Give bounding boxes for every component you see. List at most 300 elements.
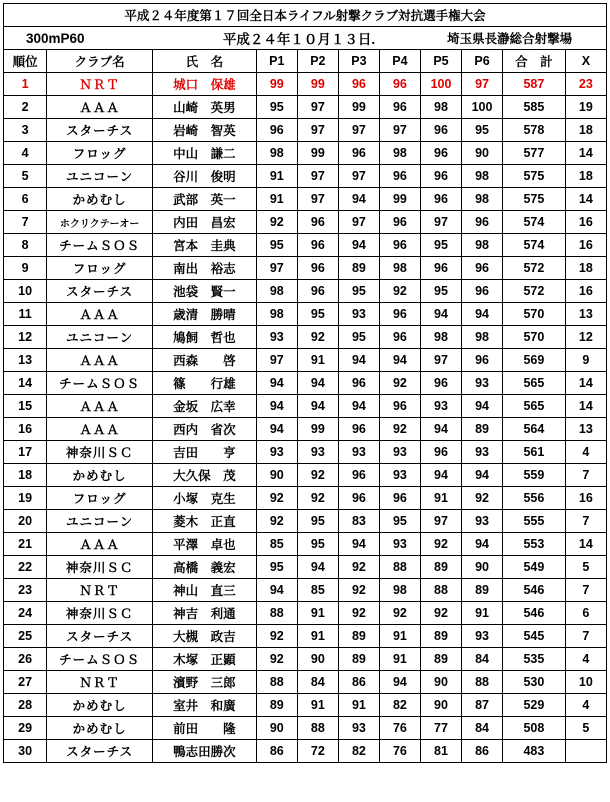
cell-p3: 92 bbox=[338, 579, 379, 602]
cell-p2: 99 bbox=[297, 418, 338, 441]
cell-p6: 84 bbox=[462, 717, 503, 740]
cell-p4: 82 bbox=[379, 694, 420, 717]
cell-rank: 29 bbox=[4, 717, 47, 740]
cell-p4: 92 bbox=[379, 372, 420, 395]
cell-name: 池袋 賢一 bbox=[153, 280, 257, 303]
table-row bbox=[4, 464, 607, 487]
header-p3: P3 bbox=[338, 50, 379, 73]
table-row bbox=[4, 142, 607, 165]
cell-name: 篠 行雄 bbox=[153, 372, 257, 395]
cell-club: ユニコーン bbox=[47, 326, 153, 349]
cell-p2: 96 bbox=[297, 280, 338, 303]
cell-p2: 85 bbox=[297, 579, 338, 602]
cell-x: 14 bbox=[565, 372, 606, 395]
table-row bbox=[4, 73, 607, 96]
cell-p3: 86 bbox=[338, 671, 379, 694]
cell-x: 7 bbox=[565, 510, 606, 533]
cell-p5: 94 bbox=[420, 418, 461, 441]
cell-p6: 98 bbox=[462, 165, 503, 188]
cell-rank: 28 bbox=[4, 694, 47, 717]
cell-club: スターチス bbox=[47, 625, 153, 648]
cell-p2: 95 bbox=[297, 303, 338, 326]
cell-p5: 90 bbox=[420, 671, 461, 694]
cell-club: かめむし bbox=[47, 717, 153, 740]
cell-rank: 12 bbox=[4, 326, 47, 349]
cell-p2: 97 bbox=[297, 188, 338, 211]
cell-p6: 95 bbox=[462, 119, 503, 142]
title-row bbox=[4, 4, 607, 27]
cell-club: ホクリクテーオー bbox=[47, 211, 153, 234]
cell-p1: 92 bbox=[256, 211, 297, 234]
cell-club: かめむし bbox=[47, 464, 153, 487]
cell-club: チームＳＯＳ bbox=[47, 234, 153, 257]
cell-p1: 99 bbox=[256, 73, 297, 96]
cell-rank: 10 bbox=[4, 280, 47, 303]
cell-x: 7 bbox=[565, 579, 606, 602]
cell-p2: 99 bbox=[297, 142, 338, 165]
cell-total: 577 bbox=[503, 142, 566, 165]
cell-p4: 93 bbox=[379, 464, 420, 487]
cell-p1: 88 bbox=[256, 671, 297, 694]
event-date: 平成２４年１０月１３日. bbox=[222, 32, 376, 47]
table-row bbox=[4, 188, 607, 211]
cell-p6: 96 bbox=[462, 349, 503, 372]
cell-p3: 97 bbox=[338, 165, 379, 188]
cell-club: かめむし bbox=[47, 694, 153, 717]
cell-total: 559 bbox=[503, 464, 566, 487]
cell-p4: 96 bbox=[379, 395, 420, 418]
cell-name: 前田 隆 bbox=[153, 717, 257, 740]
cell-total: 535 bbox=[503, 648, 566, 671]
cell-club: ＮＲＴ bbox=[47, 73, 153, 96]
cell-x: 10 bbox=[565, 671, 606, 694]
cell-rank: 5 bbox=[4, 165, 47, 188]
cell-p2: 92 bbox=[297, 326, 338, 349]
cell-name: 高橋 義宏 bbox=[153, 556, 257, 579]
cell-p6: 90 bbox=[462, 142, 503, 165]
table-row bbox=[4, 694, 607, 717]
cell-p1: 86 bbox=[256, 740, 297, 763]
cell-club: フロッグ bbox=[47, 142, 153, 165]
subheader-row bbox=[4, 27, 607, 50]
table-row bbox=[4, 234, 607, 257]
cell-p4: 96 bbox=[379, 234, 420, 257]
cell-p5: 92 bbox=[420, 602, 461, 625]
cell-name: 神吉 利通 bbox=[153, 602, 257, 625]
cell-club: チームＳＯＳ bbox=[47, 372, 153, 395]
table-row bbox=[4, 510, 607, 533]
cell-p5: 98 bbox=[420, 96, 461, 119]
cell-p5: 95 bbox=[420, 280, 461, 303]
cell-p6: 87 bbox=[462, 694, 503, 717]
cell-name: 中山 謙二 bbox=[153, 142, 257, 165]
cell-p1: 98 bbox=[256, 303, 297, 326]
cell-p1: 96 bbox=[256, 119, 297, 142]
results-sheet bbox=[0, 3, 610, 802]
cell-p4: 76 bbox=[379, 740, 420, 763]
cell-name: 岩崎 智英 bbox=[153, 119, 257, 142]
cell-p2: 99 bbox=[297, 73, 338, 96]
cell-p6: 96 bbox=[462, 257, 503, 280]
cell-name: 金坂 広幸 bbox=[153, 395, 257, 418]
header-p1: P1 bbox=[256, 50, 297, 73]
cell-total: 565 bbox=[503, 395, 566, 418]
cell-total: 572 bbox=[503, 257, 566, 280]
cell-p3: 95 bbox=[338, 326, 379, 349]
cell-x: 5 bbox=[565, 717, 606, 740]
cell-total: 555 bbox=[503, 510, 566, 533]
cell-rank: 26 bbox=[4, 648, 47, 671]
cell-p5: 100 bbox=[420, 73, 461, 96]
cell-p1: 92 bbox=[256, 510, 297, 533]
cell-p1: 93 bbox=[256, 441, 297, 464]
cell-p5: 97 bbox=[420, 349, 461, 372]
cell-p4: 94 bbox=[379, 349, 420, 372]
cell-name: 菱木 正直 bbox=[153, 510, 257, 533]
cell-p3: 93 bbox=[338, 441, 379, 464]
cell-p2: 92 bbox=[297, 464, 338, 487]
cell-p4: 96 bbox=[379, 96, 420, 119]
cell-p4: 94 bbox=[379, 671, 420, 694]
cell-p4: 91 bbox=[379, 648, 420, 671]
cell-p6: 94 bbox=[462, 464, 503, 487]
cell-p6: 89 bbox=[462, 418, 503, 441]
cell-name: 谷川 俊明 bbox=[153, 165, 257, 188]
cell-rank: 13 bbox=[4, 349, 47, 372]
cell-p2: 96 bbox=[297, 211, 338, 234]
cell-p3: 94 bbox=[338, 188, 379, 211]
cell-p2: 91 bbox=[297, 349, 338, 372]
cell-p4: 92 bbox=[379, 602, 420, 625]
cell-rank: 18 bbox=[4, 464, 47, 487]
cell-p3: 94 bbox=[338, 349, 379, 372]
cell-p2: 90 bbox=[297, 648, 338, 671]
cell-p2: 84 bbox=[297, 671, 338, 694]
cell-x: 7 bbox=[565, 625, 606, 648]
cell-rank: 23 bbox=[4, 579, 47, 602]
table-row bbox=[4, 257, 607, 280]
cell-x: 23 bbox=[565, 73, 606, 96]
cell-p4: 91 bbox=[379, 625, 420, 648]
cell-p5: 94 bbox=[420, 464, 461, 487]
cell-rank: 2 bbox=[4, 96, 47, 119]
cell-p5: 89 bbox=[420, 648, 461, 671]
document-title: 平成２４年度第１７回全日本ライフル射撃クラブ対抗選手権大会 bbox=[4, 4, 607, 27]
cell-p2: 97 bbox=[297, 96, 338, 119]
cell-p1: 92 bbox=[256, 625, 297, 648]
cell-club: かめむし bbox=[47, 188, 153, 211]
cell-p1: 97 bbox=[256, 349, 297, 372]
cell-p6: 100 bbox=[462, 96, 503, 119]
cell-p3: 99 bbox=[338, 96, 379, 119]
cell-name: 鳩飼 哲也 bbox=[153, 326, 257, 349]
cell-total: 508 bbox=[503, 717, 566, 740]
cell-p3: 89 bbox=[338, 625, 379, 648]
cell-p5: 97 bbox=[420, 211, 461, 234]
cell-p3: 96 bbox=[338, 372, 379, 395]
cell-name: 平澤 卓也 bbox=[153, 533, 257, 556]
header-p5: P5 bbox=[420, 50, 461, 73]
cell-x: 16 bbox=[565, 487, 606, 510]
cell-p6: 86 bbox=[462, 740, 503, 763]
cell-p2: 94 bbox=[297, 372, 338, 395]
cell-club: ＡＡＡ bbox=[47, 96, 153, 119]
cell-x: 9 bbox=[565, 349, 606, 372]
table-row bbox=[4, 418, 607, 441]
table-row bbox=[4, 119, 607, 142]
subheader bbox=[4, 27, 607, 50]
cell-p6: 93 bbox=[462, 625, 503, 648]
cell-x: 6 bbox=[565, 602, 606, 625]
cell-rank: 17 bbox=[4, 441, 47, 464]
cell-p4: 93 bbox=[379, 533, 420, 556]
cell-x: 14 bbox=[565, 533, 606, 556]
cell-p5: 81 bbox=[420, 740, 461, 763]
cell-p3: 96 bbox=[338, 142, 379, 165]
cell-p5: 98 bbox=[420, 326, 461, 349]
cell-p6: 91 bbox=[462, 602, 503, 625]
cell-x: 12 bbox=[565, 326, 606, 349]
cell-club: ＡＡＡ bbox=[47, 533, 153, 556]
cell-p4: 93 bbox=[379, 441, 420, 464]
cell-rank: 21 bbox=[4, 533, 47, 556]
cell-p6: 98 bbox=[462, 234, 503, 257]
cell-name: 小塚 克生 bbox=[153, 487, 257, 510]
cell-rank: 7 bbox=[4, 211, 47, 234]
cell-p2: 96 bbox=[297, 257, 338, 280]
table-row bbox=[4, 533, 607, 556]
cell-rank: 11 bbox=[4, 303, 47, 326]
cell-name: 城口 保雄 bbox=[153, 73, 257, 96]
results-table bbox=[3, 3, 607, 763]
cell-x: 16 bbox=[565, 280, 606, 303]
cell-p2: 94 bbox=[297, 556, 338, 579]
cell-p2: 92 bbox=[297, 487, 338, 510]
cell-p6: 93 bbox=[462, 372, 503, 395]
cell-club: フロッグ bbox=[47, 257, 153, 280]
cell-x: 14 bbox=[565, 188, 606, 211]
cell-p6: 84 bbox=[462, 648, 503, 671]
cell-rank: 24 bbox=[4, 602, 47, 625]
cell-rank: 19 bbox=[4, 487, 47, 510]
header-club: クラブ名 bbox=[47, 50, 153, 73]
cell-x: 18 bbox=[565, 119, 606, 142]
cell-name: 山崎 英男 bbox=[153, 96, 257, 119]
cell-total: 575 bbox=[503, 188, 566, 211]
cell-name: 大久保 茂 bbox=[153, 464, 257, 487]
cell-p1: 95 bbox=[256, 556, 297, 579]
cell-club: スターチス bbox=[47, 119, 153, 142]
cell-p6: 92 bbox=[462, 487, 503, 510]
cell-club: 神奈川ＳＣ bbox=[47, 602, 153, 625]
cell-x bbox=[565, 740, 606, 763]
cell-p6: 98 bbox=[462, 188, 503, 211]
cell-total: 549 bbox=[503, 556, 566, 579]
cell-club: ＡＡＡ bbox=[47, 349, 153, 372]
header-p4: P4 bbox=[379, 50, 420, 73]
cell-p4: 99 bbox=[379, 188, 420, 211]
cell-p1: 91 bbox=[256, 188, 297, 211]
cell-p1: 92 bbox=[256, 648, 297, 671]
cell-p3: 89 bbox=[338, 648, 379, 671]
cell-p1: 88 bbox=[256, 602, 297, 625]
cell-p2: 96 bbox=[297, 234, 338, 257]
header-total: 合 計 bbox=[503, 50, 566, 73]
table-row bbox=[4, 717, 607, 740]
cell-p6: 94 bbox=[462, 303, 503, 326]
cell-club: ＡＡＡ bbox=[47, 395, 153, 418]
cell-total: 564 bbox=[503, 418, 566, 441]
cell-x: 4 bbox=[565, 441, 606, 464]
cell-p5: 91 bbox=[420, 487, 461, 510]
header-name: 氏 名 bbox=[153, 50, 257, 73]
cell-p4: 95 bbox=[379, 510, 420, 533]
event-venue: 埼玉県長瀞総合射撃場 bbox=[447, 32, 573, 46]
cell-p4: 98 bbox=[379, 142, 420, 165]
cell-p4: 96 bbox=[379, 211, 420, 234]
cell-p1: 97 bbox=[256, 257, 297, 280]
event-label: 300mP60 bbox=[26, 30, 85, 46]
cell-p5: 90 bbox=[420, 694, 461, 717]
cell-p6: 96 bbox=[462, 280, 503, 303]
cell-rank: 14 bbox=[4, 372, 47, 395]
cell-p1: 94 bbox=[256, 418, 297, 441]
cell-x: 14 bbox=[565, 395, 606, 418]
cell-p2: 94 bbox=[297, 395, 338, 418]
cell-p3: 96 bbox=[338, 73, 379, 96]
cell-x: 4 bbox=[565, 694, 606, 717]
cell-rank: 25 bbox=[4, 625, 47, 648]
table-row bbox=[4, 740, 607, 763]
cell-p1: 98 bbox=[256, 280, 297, 303]
header-rank: 順位 bbox=[4, 50, 47, 73]
cell-p1: 94 bbox=[256, 395, 297, 418]
cell-club: 神奈川ＳＣ bbox=[47, 556, 153, 579]
cell-rank: 15 bbox=[4, 395, 47, 418]
cell-total: 546 bbox=[503, 579, 566, 602]
cell-p3: 96 bbox=[338, 464, 379, 487]
cell-p1: 90 bbox=[256, 464, 297, 487]
cell-p3: 91 bbox=[338, 694, 379, 717]
table-row bbox=[4, 648, 607, 671]
cell-p5: 96 bbox=[420, 165, 461, 188]
cell-x: 16 bbox=[565, 234, 606, 257]
cell-name: 大槻 政吉 bbox=[153, 625, 257, 648]
cell-rank: 3 bbox=[4, 119, 47, 142]
table-row bbox=[4, 579, 607, 602]
table-row bbox=[4, 211, 607, 234]
table-row bbox=[4, 602, 607, 625]
cell-club: スターチス bbox=[47, 740, 153, 763]
cell-p3: 92 bbox=[338, 602, 379, 625]
cell-total: 561 bbox=[503, 441, 566, 464]
cell-x: 16 bbox=[565, 211, 606, 234]
cell-p6: 94 bbox=[462, 533, 503, 556]
cell-name: 吉田 亨 bbox=[153, 441, 257, 464]
cell-name: 歳清 勝晴 bbox=[153, 303, 257, 326]
cell-p6: 96 bbox=[462, 211, 503, 234]
cell-p1: 93 bbox=[256, 326, 297, 349]
cell-p4: 98 bbox=[379, 257, 420, 280]
cell-p1: 90 bbox=[256, 717, 297, 740]
header-p6: P6 bbox=[462, 50, 503, 73]
cell-total: 578 bbox=[503, 119, 566, 142]
cell-p6: 93 bbox=[462, 441, 503, 464]
cell-p5: 77 bbox=[420, 717, 461, 740]
results-body bbox=[4, 73, 607, 763]
cell-p3: 93 bbox=[338, 303, 379, 326]
cell-total: 529 bbox=[503, 694, 566, 717]
cell-name: 宮本 圭典 bbox=[153, 234, 257, 257]
cell-p6: 97 bbox=[462, 73, 503, 96]
cell-p2: 97 bbox=[297, 119, 338, 142]
cell-p1: 91 bbox=[256, 165, 297, 188]
cell-club: フロッグ bbox=[47, 487, 153, 510]
table-row bbox=[4, 487, 607, 510]
table-row bbox=[4, 280, 607, 303]
cell-total: 483 bbox=[503, 740, 566, 763]
cell-p2: 91 bbox=[297, 694, 338, 717]
cell-p5: 88 bbox=[420, 579, 461, 602]
cell-p6: 93 bbox=[462, 510, 503, 533]
cell-total: 585 bbox=[503, 96, 566, 119]
cell-p4: 96 bbox=[379, 73, 420, 96]
cell-total: 546 bbox=[503, 602, 566, 625]
cell-x: 4 bbox=[565, 648, 606, 671]
cell-rank: 27 bbox=[4, 671, 47, 694]
cell-p5: 92 bbox=[420, 533, 461, 556]
cell-p5: 96 bbox=[420, 119, 461, 142]
table-row bbox=[4, 349, 607, 372]
cell-total: 545 bbox=[503, 625, 566, 648]
cell-p4: 98 bbox=[379, 579, 420, 602]
cell-club: ＡＡＡ bbox=[47, 303, 153, 326]
cell-x: 13 bbox=[565, 418, 606, 441]
cell-p4: 92 bbox=[379, 418, 420, 441]
cell-p2: 93 bbox=[297, 441, 338, 464]
cell-rank: 1 bbox=[4, 73, 47, 96]
cell-p1: 98 bbox=[256, 142, 297, 165]
cell-p5: 89 bbox=[420, 625, 461, 648]
cell-rank: 4 bbox=[4, 142, 47, 165]
cell-x: 13 bbox=[565, 303, 606, 326]
cell-p3: 89 bbox=[338, 257, 379, 280]
cell-name: 武部 英一 bbox=[153, 188, 257, 211]
cell-p5: 89 bbox=[420, 556, 461, 579]
cell-club: ＡＡＡ bbox=[47, 418, 153, 441]
table-row bbox=[4, 395, 607, 418]
cell-club: ＮＲＴ bbox=[47, 579, 153, 602]
cell-p2: 88 bbox=[297, 717, 338, 740]
cell-total: 565 bbox=[503, 372, 566, 395]
cell-p5: 96 bbox=[420, 257, 461, 280]
cell-p2: 72 bbox=[297, 740, 338, 763]
cell-rank: 9 bbox=[4, 257, 47, 280]
cell-name: 西森 啓 bbox=[153, 349, 257, 372]
table-row bbox=[4, 441, 607, 464]
cell-p5: 94 bbox=[420, 303, 461, 326]
table-row bbox=[4, 303, 607, 326]
cell-name: 神山 直三 bbox=[153, 579, 257, 602]
cell-p4: 92 bbox=[379, 280, 420, 303]
cell-p2: 97 bbox=[297, 165, 338, 188]
cell-x: 19 bbox=[565, 96, 606, 119]
cell-p4: 96 bbox=[379, 303, 420, 326]
cell-total: 575 bbox=[503, 165, 566, 188]
cell-total: 574 bbox=[503, 211, 566, 234]
cell-x: 14 bbox=[565, 142, 606, 165]
cell-p4: 88 bbox=[379, 556, 420, 579]
